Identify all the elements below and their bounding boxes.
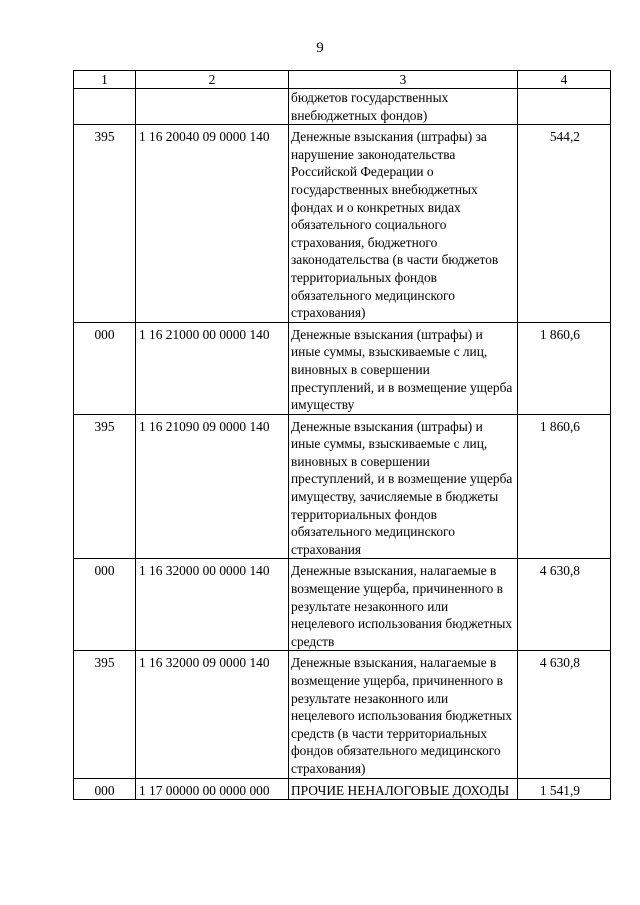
cell-admin: 395 [74,125,136,323]
cell-amount: 544,2 [518,125,611,323]
cell-amount: 1 860,6 [518,414,611,559]
revenue-table [73,70,611,800]
cell-name: Денежные взыскания (штрафы) за нарушение законодательства Российской Федерации о государственных внебюджетных фондах и о конкретных видах обязательного социального страхования, бюджетного законодательства (в части бюджетов территориальных фондов обязательного медицинского страхования) [289,125,518,323]
column-header-3: 3 [289,71,518,89]
cell-amount: 1 860,6 [518,322,611,414]
column-header-1: 1 [74,71,136,89]
cell-name: бюджетов государственных внебюджетных фондов) [289,89,518,125]
cell-code [136,89,289,125]
cell-code: 1 16 21000 00 0000 140 [136,322,289,414]
cell-admin: 000 [74,559,136,651]
cell-admin: 395 [74,651,136,778]
cell-code: 1 16 20040 09 0000 140 [136,125,289,323]
table-row [74,778,611,800]
cell-code: 1 17 00000 00 0000 000 [136,778,289,800]
cell-code: 1 16 21090 09 0000 140 [136,414,289,559]
page-number: 9 [316,40,324,56]
cell-name: Денежные взыскания, налагаемые в возмещение ущерба, причиненного в результате незаконного или нецелевого использования бюджетных средств (в части территориальных фондов обязательного медицинского страхования) [289,651,518,778]
cell-name: Денежные взыскания (штрафы) и иные суммы, взыскиваемые с лиц, виновных в совершении преступлений, и в возмещение ущерба имуществу, зачисляемые в бюджеты территориальных фондов обязательного медицинского страхования [289,414,518,559]
cell-code: 1 16 32000 00 0000 140 [136,559,289,651]
continuation-row [74,89,611,125]
cell-code: 1 16 32000 09 0000 140 [136,651,289,778]
cell-admin: 395 [74,414,136,559]
column-header-2: 2 [136,71,289,89]
cell-name: Денежные взыскания (штрафы) и иные суммы, взыскиваемые с лиц, виновных в совершении преступлений, и в возмещение ущерба имуществу [289,322,518,414]
cell-name: ПРОЧИЕ НЕНАЛОГОВЫЕ ДОХОДЫ [289,778,518,800]
cell-admin [74,89,136,125]
cell-amount [518,89,611,125]
column-header-4: 4 [518,71,611,89]
cell-amount: 4 630,8 [518,651,611,778]
table-header-row [74,71,611,89]
table-row [74,559,611,651]
cell-admin: 000 [74,322,136,414]
cell-admin: 000 [74,778,136,800]
table-row [74,125,611,323]
table-row [74,322,611,414]
cell-name: Денежные взыскания, налагаемые в возмещение ущерба, причиненного в результате незаконного или нецелевого использования бюджетных средств [289,559,518,651]
table-row [74,651,611,778]
cell-amount: 4 630,8 [518,559,611,651]
table-row [74,414,611,559]
cell-amount: 1 541,9 [518,778,611,800]
